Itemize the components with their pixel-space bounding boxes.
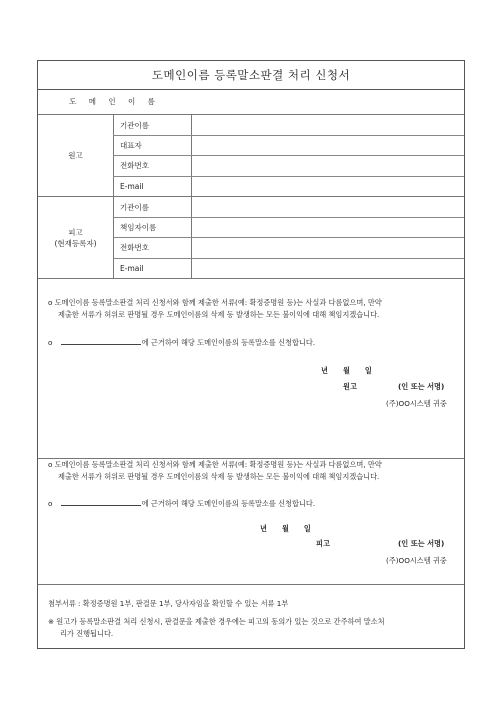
plaintiff-field-org: 기관이름 bbox=[120, 120, 149, 130]
statement-line-2: 제출한 서류가 허위로 판명될 경우 도메인이름의 삭제 등 발생하는 모든 불이익에 대해 책임지겠습니다. bbox=[58, 472, 380, 481]
statement-line-1: o 도메인이름 등록말소판결 처리 신청서와 함께 제출한 서류(예: 확정증명원 등)는 사실과 다름없으며, 만약 bbox=[48, 298, 382, 307]
attachments-note: 첨부서류 : 확정증명원 1부, 판결문 1부, 당사자임을 확인할 수 있는 서류 1부 bbox=[48, 599, 289, 608]
date-line: 년 월 일 bbox=[260, 524, 311, 533]
defendant-field-phone: 전화번호 bbox=[120, 243, 149, 252]
defendant-field-manager: 책임자이름 bbox=[120, 222, 157, 232]
sign-note: (인 또는 서명) bbox=[398, 382, 445, 391]
sign-note: (인 또는 서명) bbox=[398, 539, 445, 548]
defendant-label-main: 피고 bbox=[68, 227, 83, 237]
statement-line-1: o 도메인이름 등록말소판결 처리 신청서와 함께 제출한 서류(예: 확정증명원 등)는 사실과 다름없으며, 만약 bbox=[48, 460, 382, 469]
footnote-line-1: ※ 원고가 등록말소판결 처리 신청시, 판결문을 제출한 경우에는 피고의 동의가 있는 것으로 간주하여 말소처 bbox=[48, 617, 385, 626]
date-line: 년 월 일 bbox=[321, 366, 372, 375]
signer-label: 원고 bbox=[343, 382, 357, 391]
defendant-field-email: E-mail bbox=[120, 264, 144, 273]
plaintiff-field-phone: 전화번호 bbox=[120, 161, 149, 170]
court-ruling-blank[interactable] bbox=[61, 498, 141, 506]
request-text: 에 근거하여 해당 도메인이름의 등록말소를 신청합니다. bbox=[141, 499, 316, 508]
request-text: 에 근거하여 해당 도메인이름의 등록말소를 신청합니다. bbox=[141, 338, 316, 347]
request-line bbox=[48, 498, 315, 510]
domain-name-row bbox=[38, 89, 464, 115]
application-form bbox=[37, 60, 465, 649]
addressee: (주)OO시스템 귀중 bbox=[386, 556, 447, 565]
form-title: 도메인이름 등록말소판결 처리 신청서 bbox=[38, 61, 464, 90]
addressee: (주)OO시스템 귀중 bbox=[386, 399, 447, 408]
request-bullet: o bbox=[48, 499, 53, 508]
request-line bbox=[48, 337, 315, 349]
defendant-label-sub: (현재등록자) bbox=[54, 238, 97, 248]
defendant-block bbox=[38, 197, 464, 279]
defendant-statement-section bbox=[38, 459, 464, 585]
domain-name-value[interactable] bbox=[191, 89, 464, 114]
plaintiff-field-email: E-mail bbox=[120, 182, 144, 191]
plaintiff-field-rep: 대표자 bbox=[120, 140, 142, 150]
plaintiff-statement-section bbox=[38, 279, 464, 459]
defendant-field-org: 기관이름 bbox=[120, 202, 149, 212]
plaintiff-block bbox=[38, 115, 464, 197]
domain-name-label: 도 메 인 이 름 bbox=[69, 97, 160, 106]
footnote-line-2: 리가 진행됩니다. bbox=[60, 629, 114, 638]
plaintiff-label: 원고 bbox=[68, 151, 83, 160]
signer-label: 피고 bbox=[316, 539, 330, 548]
defendant-label bbox=[38, 197, 113, 278]
statement-line-2: 제출한 서류가 허위로 판명될 경우 도메인이름의 삭제 등 발생하는 모든 불이익에 대해 책임지겠습니다. bbox=[58, 310, 380, 319]
request-bullet: o bbox=[48, 338, 53, 347]
court-ruling-blank[interactable] bbox=[61, 337, 141, 345]
